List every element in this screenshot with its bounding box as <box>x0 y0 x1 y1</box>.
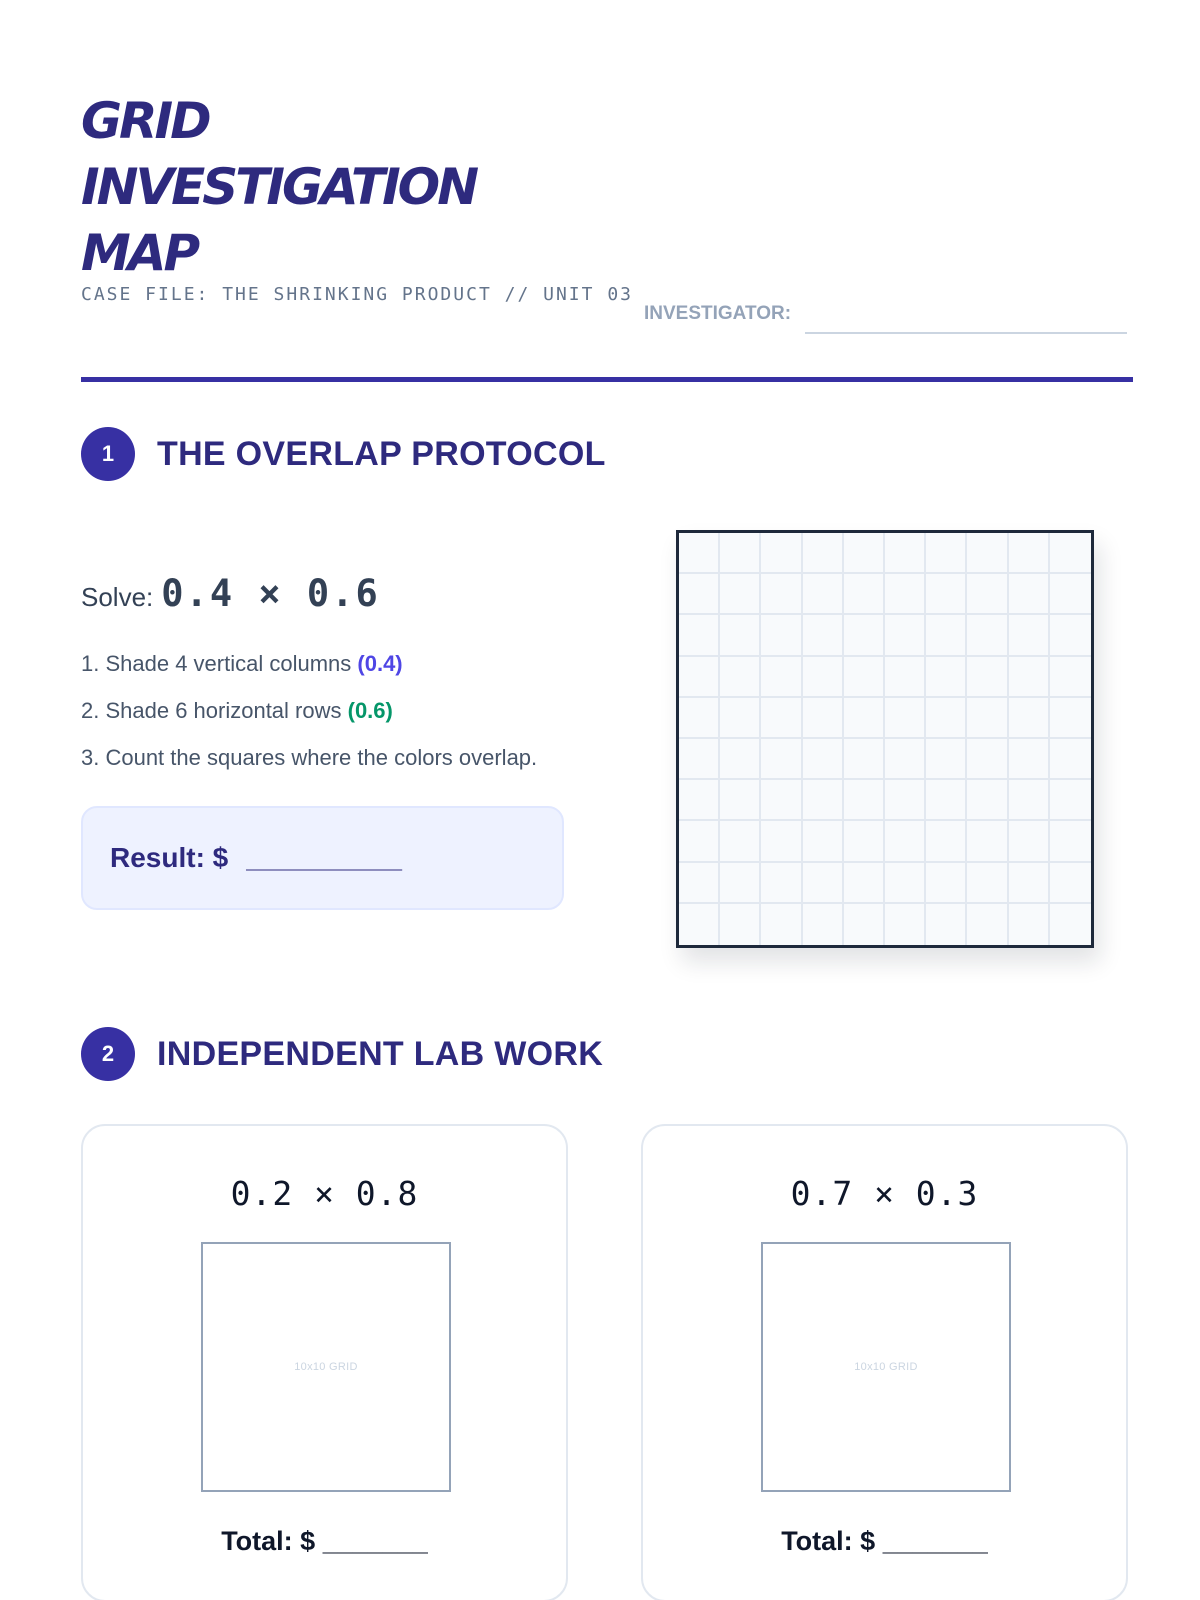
grid-placeholder-label: 10x10 GRID <box>294 1361 358 1373</box>
grid-cell[interactable] <box>967 739 1008 780</box>
lab-card <box>81 1124 568 1600</box>
grid-cell[interactable] <box>1050 657 1091 698</box>
grid-cell[interactable] <box>803 821 844 862</box>
grid-cell[interactable] <box>844 863 885 904</box>
grid-cell[interactable] <box>967 904 1008 945</box>
grid-cell[interactable] <box>679 615 720 656</box>
grid-cell[interactable] <box>1050 904 1091 945</box>
grid-cell[interactable] <box>926 821 967 862</box>
grid-cell[interactable] <box>1009 615 1050 656</box>
grid-cell[interactable] <box>1009 821 1050 862</box>
grid-cell[interactable] <box>1050 821 1091 862</box>
grid-cell[interactable] <box>720 739 761 780</box>
grid-cell[interactable] <box>1050 739 1091 780</box>
grid-cell[interactable] <box>720 533 761 574</box>
section-2-heading <box>81 1027 603 1081</box>
grid-cell[interactable] <box>761 821 802 862</box>
grid-cell[interactable] <box>885 863 926 904</box>
grid-cell[interactable] <box>761 615 802 656</box>
grid-cell[interactable] <box>720 863 761 904</box>
lab-problem: 0.2 × 0.8 <box>230 1174 419 1213</box>
header-divider <box>81 377 1133 382</box>
step-highlight: (0.4) <box>357 651 403 676</box>
grid-cell[interactable] <box>761 863 802 904</box>
grid-cell[interactable] <box>844 574 885 615</box>
lab-total[interactable]: Total: $ _______ <box>221 1526 428 1556</box>
grid-cell[interactable] <box>679 533 720 574</box>
grid-cell[interactable] <box>844 780 885 821</box>
grid-cell[interactable] <box>761 739 802 780</box>
worksheet-header <box>81 88 1133 324</box>
grid-cell[interactable] <box>679 574 720 615</box>
grid-cell[interactable] <box>1009 698 1050 739</box>
grid-cell[interactable] <box>885 615 926 656</box>
grid-cell[interactable] <box>803 904 844 945</box>
grid-cell[interactable] <box>1009 780 1050 821</box>
grid-cell[interactable] <box>967 698 1008 739</box>
grid-cell[interactable] <box>720 821 761 862</box>
grid-cell[interactable] <box>803 615 844 656</box>
grid-cell[interactable] <box>679 863 720 904</box>
lab-grid-placeholder[interactable] <box>761 1242 1011 1492</box>
grid-cell[interactable] <box>844 698 885 739</box>
grid-cell[interactable] <box>1009 904 1050 945</box>
grid-cell[interactable] <box>967 615 1008 656</box>
grid-cell[interactable] <box>1050 863 1091 904</box>
grid-cell[interactable] <box>803 739 844 780</box>
solve-expression: 0.4 × 0.6 <box>161 572 380 615</box>
grid-cell[interactable] <box>761 904 802 945</box>
section-number-badge: 2 <box>81 1027 135 1081</box>
grid-cell[interactable] <box>885 904 926 945</box>
grid-cell[interactable] <box>1009 739 1050 780</box>
step-item <box>81 744 537 791</box>
grid-cell[interactable] <box>1009 574 1050 615</box>
grid-cell[interactable] <box>926 657 967 698</box>
lab-grid-placeholder[interactable] <box>201 1242 451 1492</box>
section-title: INDEPENDENT LAB WORK <box>157 1034 604 1073</box>
grid-cell[interactable] <box>1050 698 1091 739</box>
instruction-steps <box>81 650 537 791</box>
grid-cell[interactable] <box>761 533 802 574</box>
grid-cell[interactable] <box>926 698 967 739</box>
section-1-heading <box>81 427 606 481</box>
grid-cell[interactable] <box>844 904 885 945</box>
grid-cell[interactable] <box>926 904 967 945</box>
grid-cell[interactable] <box>885 574 926 615</box>
grid-cell[interactable] <box>720 904 761 945</box>
grid-cell[interactable] <box>720 657 761 698</box>
grid-cell[interactable] <box>679 739 720 780</box>
grid-cell[interactable] <box>967 780 1008 821</box>
grid-cell[interactable] <box>885 739 926 780</box>
lab-problem: 0.7 × 0.3 <box>790 1174 979 1213</box>
grid-cell[interactable] <box>803 698 844 739</box>
grid-cell[interactable] <box>720 574 761 615</box>
grid-cell[interactable] <box>926 863 967 904</box>
investigator-label: INVESTIGATOR: <box>644 303 792 324</box>
grid-cell[interactable] <box>679 657 720 698</box>
step-text: 2. Shade 6 horizontal rows <box>81 698 342 723</box>
section-title: THE OVERLAP PROTOCOL <box>157 434 606 473</box>
grid-cell[interactable] <box>803 657 844 698</box>
grid-cell[interactable] <box>967 533 1008 574</box>
grid-cell[interactable] <box>679 904 720 945</box>
grid-cell[interactable] <box>967 657 1008 698</box>
grid-cell[interactable] <box>926 615 967 656</box>
grid-cell[interactable] <box>885 698 926 739</box>
grid-cell[interactable] <box>803 533 844 574</box>
grid-cell[interactable] <box>720 698 761 739</box>
grid-cell[interactable] <box>926 739 967 780</box>
grid-placeholder-label: 10x10 GRID <box>854 1361 918 1373</box>
grid-cell[interactable] <box>1050 615 1091 656</box>
overlap-grid[interactable] <box>676 530 1094 948</box>
grid-cell[interactable] <box>1050 533 1091 574</box>
grid-cell[interactable] <box>761 780 802 821</box>
grid-cell[interactable] <box>926 780 967 821</box>
grid-cell[interactable] <box>1009 533 1050 574</box>
grid-cell[interactable] <box>1009 863 1050 904</box>
result-answer-blank[interactable]: __________ <box>246 842 402 873</box>
grid-cell[interactable] <box>844 657 885 698</box>
grid-cell[interactable] <box>1050 780 1091 821</box>
grid-cell[interactable] <box>967 574 1008 615</box>
grid-cell[interactable] <box>761 657 802 698</box>
grid-cell[interactable] <box>885 780 926 821</box>
grid-cell[interactable] <box>926 533 967 574</box>
grid-cell[interactable] <box>803 780 844 821</box>
solve-label: Solve: <box>81 582 154 612</box>
grid-cell[interactable] <box>720 780 761 821</box>
grid-cell[interactable] <box>679 780 720 821</box>
grid-cell[interactable] <box>679 821 720 862</box>
grid-cell[interactable] <box>885 533 926 574</box>
grid-cell[interactable] <box>720 615 761 656</box>
lab-card <box>641 1124 1128 1600</box>
step-item <box>81 650 537 697</box>
step-highlight: (0.6) <box>347 698 393 723</box>
grid-cell[interactable] <box>885 657 926 698</box>
section-number-badge: 1 <box>81 427 135 481</box>
grid-cell[interactable] <box>967 863 1008 904</box>
step-item <box>81 697 537 744</box>
grid-cell[interactable] <box>926 574 967 615</box>
case-file-subtitle: CASE FILE: THE SHRINKING PRODUCT // UNIT 03 <box>81 284 633 305</box>
grid-cell[interactable] <box>761 698 802 739</box>
result-label: Result: $ <box>110 842 229 873</box>
grid-cell[interactable] <box>967 821 1008 862</box>
grid-cell[interactable] <box>844 739 885 780</box>
grid-cell[interactable] <box>844 821 885 862</box>
grid-cell[interactable] <box>679 698 720 739</box>
step-text: 1. Shade 4 vertical columns <box>81 651 352 676</box>
grid-cell[interactable] <box>844 533 885 574</box>
grid-cell[interactable] <box>761 574 802 615</box>
grid-cell[interactable] <box>844 615 885 656</box>
result-box[interactable] <box>81 806 564 910</box>
grid-cell[interactable] <box>1050 574 1091 615</box>
lab-total[interactable]: Total: $ _______ <box>781 1526 988 1556</box>
investigator-input-line[interactable] <box>805 332 1127 334</box>
investigator-field[interactable] <box>644 303 1127 325</box>
grid-cell[interactable] <box>803 863 844 904</box>
grid-cell[interactable] <box>885 821 926 862</box>
page-title: GRID INVESTIGATION MAP <box>81 92 477 282</box>
solve-prompt <box>81 572 380 615</box>
step-text: 3. Count the squares where the colors overlap. <box>81 745 538 770</box>
grid-cell[interactable] <box>1009 657 1050 698</box>
grid-cell[interactable] <box>803 574 844 615</box>
